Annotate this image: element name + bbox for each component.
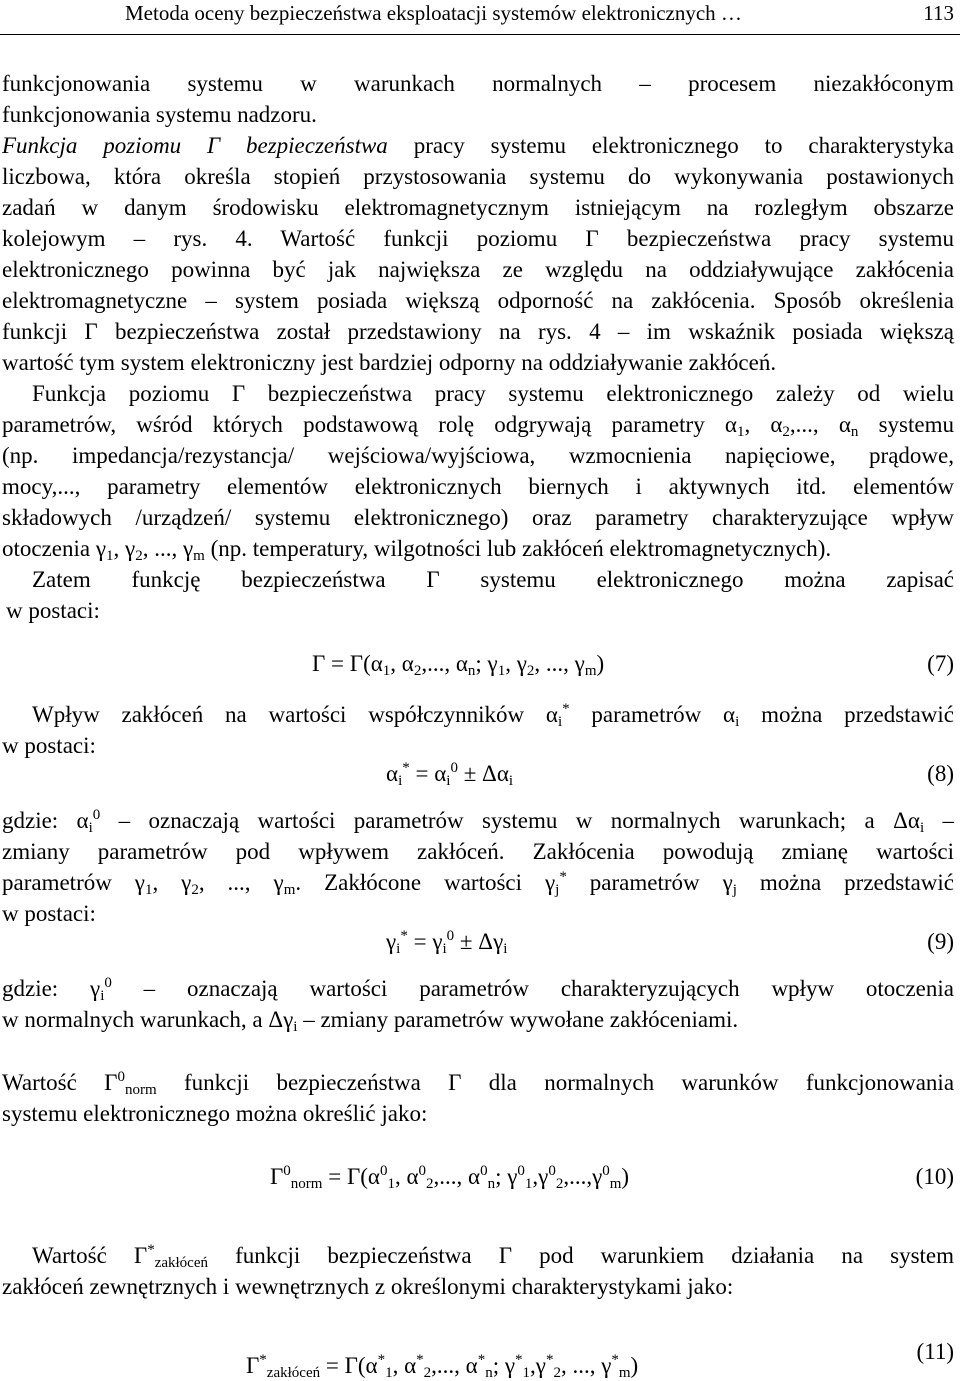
equation-formula: $\Gamma^*_{zakłóceń} = \Gamma(\alpha^*_1$, $\alpha^*_2$,..., $\alpha^*_n$; $\gamma^*_1,\gamma^*_2$, ..., $\gamma^*_m$) (246, 1352, 639, 1381)
equation-number: (11) (916, 1339, 954, 1364)
paragraph-line: Wartość $\Gamma^*_{zakłóceń}$ funkcji bezpieczeństwa Γ pod warunkiem działania na system (32, 1242, 955, 1271)
equation-10 (0, 1161, 954, 1201)
paragraph-line: kolejowym – rys. 4. Wartość funkcji poziomu Γ bezpieczeństwa pracy systemu (2, 226, 954, 251)
paragraph-line: w postaci: (6, 598, 100, 623)
equation-formula: $\alpha_i^* = \alpha_i^0 \pm \Delta\alpha_i$ (386, 760, 514, 789)
paragraph-line: funkcjonowania systemu w warunkach normalnych – procesem niezakłóconym (2, 71, 954, 96)
equation-number: (9) (927, 929, 954, 954)
paragraph-line: (np. impedancja/rezystancja/ wejściowa/wyjściowa, wzmocnienia napięciowe, prądowe, (2, 443, 954, 468)
equation-formula: $\gamma_i^* = \gamma_i^0 \pm \Delta\gamma_i$ (386, 928, 508, 957)
paragraph-line: parametrów, wśród których podstawową rolę odgrywają parametry $\alpha_1$, $\alpha_2$,..., $\alpha_n$ systemu (2, 412, 954, 440)
equation-formula: $\Gamma = \Gamma(\alpha_1$, $\alpha_2$,..., $\alpha_n$; $\gamma_1$, $\gamma_2$, ..., $\gamma_m$) (312, 651, 605, 679)
equation-number: (8) (927, 761, 954, 786)
paragraph-line: otoczenia $\gamma_1$, $\gamma_2$, ..., $\gamma_m$ (np. temperatury, wilgotności lub zakłóceń elektromagnetycznych). (2, 536, 832, 564)
paragraph-line: gdzie: $\alpha_i^0$ – oznaczają wartości parametrów systemu w normalnych warunkach; a $\Delta\alpha_i$ – (2, 807, 954, 836)
paragraph-line: parametrów $\gamma_1$, $\gamma_2$, ..., $\gamma_m$. Zakłócone wartości $\gamma_j^*$ parametrów $\gamma_j$ można przedstawić (2, 869, 954, 898)
paragraph-line: gdzie: $\gamma_i^0$ – oznaczają wartości parametrów charakteryzujących wpływ otoczenia (2, 975, 954, 1004)
header-title: Metoda oceny bezpieczeństwa eksploatacji systemów elektronicznych … (125, 1, 742, 25)
paragraph-line: zadań w danym środowisku elektromagnetycznym istniejącym na rozległym obszarze (2, 195, 954, 220)
paragraph-line: funkcjonowania systemu nadzoru. (2, 102, 317, 127)
paragraph-line: wartość tym system elektroniczny jest bardziej odporny na oddziaływanie zakłóceń. (2, 350, 777, 375)
paragraph-line: elektronicznego powinna być jak największa ze względu na oddziaływujące zakłócenia (2, 257, 954, 282)
paragraph-line: mocy,..., parametry elementów elektronicznych biernych i aktywnych itd. elementów (2, 474, 954, 499)
paragraph-line: w normalnych warunkach, a $\Delta\gamma_i$ – zmiany parametrów wywołane zakłóceniami. (2, 1007, 739, 1035)
paragraph-line: Funkcja poziomu Γ bezpieczeństwa pracy systemu elektronicznego zależy od wielu (32, 381, 954, 406)
running-header (0, 0, 960, 36)
equation-number: (7) (927, 651, 954, 676)
paragraph-line: Funkcja poziomu Γ bezpieczeństwa pracy systemu elektronicznego to charakterystyka (2, 133, 954, 158)
equation-8 (0, 758, 954, 798)
paragraph-line: w postaci: (2, 733, 96, 758)
equation-11 (0, 1336, 954, 1381)
paragraph-line: Zatem funkcję bezpieczeństwa Γ systemu elektronicznego można zapisać (32, 567, 954, 592)
paragraph-line: funkcji Γ bezpieczeństwa został przedstawiony na rys. 4 – im wskaźnik posiada większą (2, 319, 954, 344)
paragraph-line: elektromagnetyczne – system posiada większą odporność na zakłócenia. Sposób określenia (2, 288, 954, 313)
paragraph-line: Wpływ zakłóceń na wartości współczynników $\alpha_i^*$ parametrów $\alpha_i$ można przedstawić (32, 701, 954, 730)
header-rule (0, 34, 960, 35)
paragraph-line: składowych /urządzeń/ systemu elektronicznego) oraz parametry charakteryzujące wpływ (2, 505, 954, 530)
paragraph-line: zmiany parametrów pod wpływem zakłóceń. Zakłócenia powodują zmianę wartości (2, 839, 954, 864)
equation-7 (0, 648, 954, 688)
page-number: 113 (923, 1, 954, 25)
equation-number: (10) (915, 1164, 954, 1189)
equation-formula: $\Gamma^0_{norm} = \Gamma(\alpha^0_1$, $\alpha^0_2$,..., $\alpha^0_n$; $\gamma^0_1,\gamma^0_2,...,\gamma^0_m$) (270, 1163, 630, 1192)
paragraph-line: zakłóceń zewnętrznych i wewnętrznych z określonymi charakterystykami jako: (2, 1274, 734, 1299)
definition-term: Funkcja poziomu Γ bezpieczeństwa (2, 133, 388, 158)
paragraph-line: w postaci: (2, 901, 96, 926)
paragraph-line: Wartość $\Gamma^0_{norm}$ funkcji bezpieczeństwa Γ dla normalnych warunków funkcjonowania (2, 1069, 955, 1098)
paragraph-line: systemu elektronicznego można określić jako: (2, 1101, 428, 1126)
equation-9 (0, 926, 954, 966)
paragraph-line: liczbowa, która określa stopień przystosowania systemu do wykonywania postawionych (2, 164, 954, 189)
